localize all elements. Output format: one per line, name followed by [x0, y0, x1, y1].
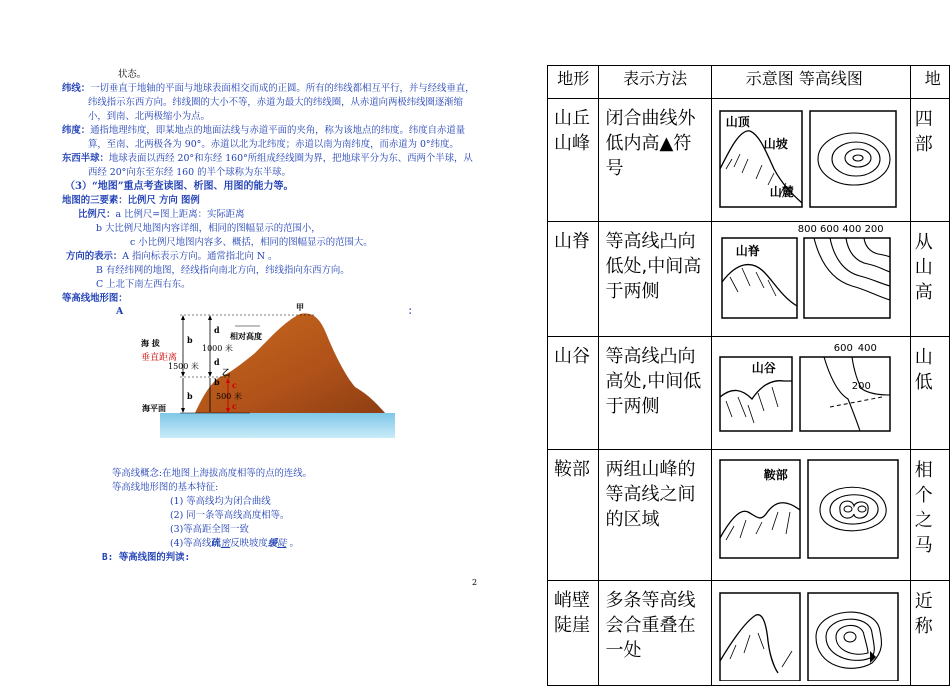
label-anbu: 鞍部: [763, 468, 788, 482]
term-weixian: 纬线：: [62, 83, 91, 94]
dir-a: A 指向标表示方向。通常指北向 N 。: [122, 251, 278, 262]
table-row: [548, 99, 950, 222]
feature-4-text: (4)等高线: [170, 538, 212, 549]
dongxi-paragraph: [62, 152, 473, 167]
feature-4: [170, 537, 299, 552]
feature-4-shu: 疏: [211, 538, 221, 549]
c-marker: c: [232, 401, 237, 411]
header-diagram: 示意图 等高线图: [711, 66, 910, 99]
xiangdui-label: 相对高度: [230, 331, 262, 341]
terrain-desc: 闭合曲线外 低内高▲符 号: [599, 99, 711, 222]
text-line: 算，至南、北两极各为 90°。赤道以北为北纬度；赤道以南为南纬度，而赤道为 0°纬度。: [88, 139, 459, 150]
page-number: 2: [472, 578, 478, 587]
scale-c: c 小比例尺地图内容多、概括，相同的图幅显示的范围大。: [130, 237, 373, 248]
text-line: 地球表面以西经 20°和东经 160°所组成经线圈为界，把地球平分为东、西两个半球，从: [108, 153, 473, 164]
header-method: 表示方法: [599, 66, 711, 99]
feature-2: (2) 同一条等高线高度相等。: [170, 510, 290, 521]
dir-b: B 有经纬网的地图，经线指向南北方向，纬线指向东西方向。: [96, 265, 350, 276]
term-dongxi: 东西半球：: [62, 153, 109, 164]
ridge-sketch-svg: [712, 222, 910, 332]
label-shanpo: 山坡: [763, 137, 788, 151]
terrain-note: 四 部: [910, 99, 949, 222]
section-3-heading: （3）“地图”重点考查读图、析图、用图的能力等。: [65, 181, 294, 192]
contour-concept: 等高线概念:在地图上海拔高度相等的点的连线。: [112, 468, 313, 479]
table-header-row: [548, 66, 950, 99]
judge-heading: B: 等高线图的判读:: [102, 552, 191, 563]
sea-water: [160, 413, 395, 438]
dir-line-a: [66, 250, 277, 265]
table-row: [548, 337, 950, 450]
contour-a-label: A: [116, 306, 124, 317]
feature-4-huan: 缓: [267, 538, 278, 549]
label-shanlu: 山麓: [769, 185, 794, 199]
scale-a: a 比例尺=图上距离：实际距离: [115, 209, 245, 220]
h1000-label: 1000 米: [202, 344, 233, 353]
label-c400: 400: [857, 343, 877, 354]
chuizhi-label: 垂直距离: [141, 353, 178, 363]
b-marker: b: [214, 377, 220, 387]
dir-c: C 上北下南左西右东。: [96, 279, 191, 290]
contour-heading: 等高线地形图：: [62, 293, 128, 304]
term-weidu: 纬度：: [62, 125, 91, 136]
weixian-paragraph: [62, 82, 475, 97]
feature-4-dou: 陡: [277, 538, 287, 549]
saddle-sketch-svg: [712, 450, 910, 576]
mountain-diagram: [140, 303, 395, 438]
feature-4-text: 。: [286, 538, 299, 549]
label-c200: 200: [851, 381, 871, 392]
terrain-table: [547, 65, 950, 686]
terrain-note: 山 低: [910, 337, 949, 450]
terrain-sketch: [711, 99, 910, 222]
terrain-sketch: [711, 337, 910, 450]
terrain-name: 山谷: [548, 337, 599, 450]
terrain-sketch: [711, 222, 910, 337]
terrain-sketch: [711, 450, 910, 581]
terrain-desc: 多条等高线 会合重叠在 一处: [599, 581, 711, 686]
h1500-label: 1500 米: [168, 362, 199, 371]
terrain-desc: 等高线凸向 低处,中间高 于两侧: [599, 222, 711, 337]
terrain-note: 从 山 高: [910, 222, 949, 337]
cliff-sketch-svg: [712, 581, 910, 681]
text-line: 状态。: [118, 69, 147, 80]
text-line: 纬线指示东西方向。纬线圈的大小不等，赤道为最大的纬线圈，从赤道向两极纬线圈逐渐缩: [88, 97, 464, 108]
header-extra: 地: [910, 66, 949, 99]
terrain-name: 鞍部: [548, 450, 599, 581]
table-row: [548, 222, 950, 337]
label-shangu: 山谷: [751, 361, 776, 375]
terrain-name: 山丘 山峰: [548, 99, 599, 222]
terrain-note: 近 称: [910, 581, 949, 686]
h500-label: 500 米: [216, 392, 242, 401]
terrain-name: 峭壁 陡崖: [548, 581, 599, 686]
text-line: 通指地理纬度，即某地点的地面法线与赤道平面的夹角，称为该地点的纬度。纬度自赤道量: [90, 125, 466, 136]
sea-label: 海平面: [142, 403, 166, 413]
scale-label: 比例尺：: [78, 209, 116, 220]
terrain-desc: 两组山峰的 等高线之间 的区域: [599, 450, 711, 581]
text-line: 一切垂直于地轴的平面与地球表面相交而成的正圆。所有的纬线都相互平行，并与经线垂直，: [90, 83, 475, 94]
feature-1: (1) 等高线均为闭合曲线: [170, 496, 271, 507]
terrain-desc: 等高线凸向 高处,中间低 于两侧: [599, 337, 711, 450]
scale-line-a: [78, 208, 244, 223]
table-row: [548, 450, 950, 581]
text-line: 小，到南、北两极缩小为点。: [88, 111, 210, 122]
label-shanji: 山脊: [735, 244, 760, 258]
table-row: [548, 581, 950, 686]
feature-3: (3)等高距全图一致: [170, 524, 249, 535]
c-marker: c: [232, 380, 237, 390]
label-contours-ridge: 800 600 400 200: [797, 224, 884, 235]
label-shanding: 山顶: [725, 115, 750, 129]
terrain-name: 山脊: [548, 222, 599, 337]
label-c600: 600: [833, 343, 853, 354]
terrain-sketch: [711, 581, 910, 686]
text-line: 西经 20°向东至东经 160 的半个球称为东半球。: [88, 167, 291, 178]
valley-sketch-svg: [712, 337, 910, 445]
peak-label: 甲: [296, 302, 304, 312]
header-terrain: 地形: [548, 66, 599, 99]
weidu-paragraph: [62, 124, 465, 139]
dir-label: 方向的表示：: [66, 251, 123, 262]
feature-4-text: 反映坡度: [230, 538, 268, 549]
colon-mark: ：: [408, 306, 418, 317]
scale-b: b 大比例尺地图内容详细，相同的图幅显示的范围小，: [96, 223, 321, 234]
three-elements: 地图的三要素：比例尺 方向 图例: [62, 195, 200, 206]
yi-label: 乙: [222, 367, 230, 377]
feature-4-mi: 密: [220, 538, 231, 549]
d-marker: d: [214, 357, 220, 367]
b-marker: b: [187, 391, 193, 401]
features-title: 等高线地形图的基本特征:: [112, 482, 219, 493]
terrain-note: 相 个 之 马: [910, 450, 949, 581]
b-marker: b: [187, 335, 193, 345]
haiba-label: 海 拔: [141, 338, 160, 348]
d-marker: d: [214, 325, 220, 335]
